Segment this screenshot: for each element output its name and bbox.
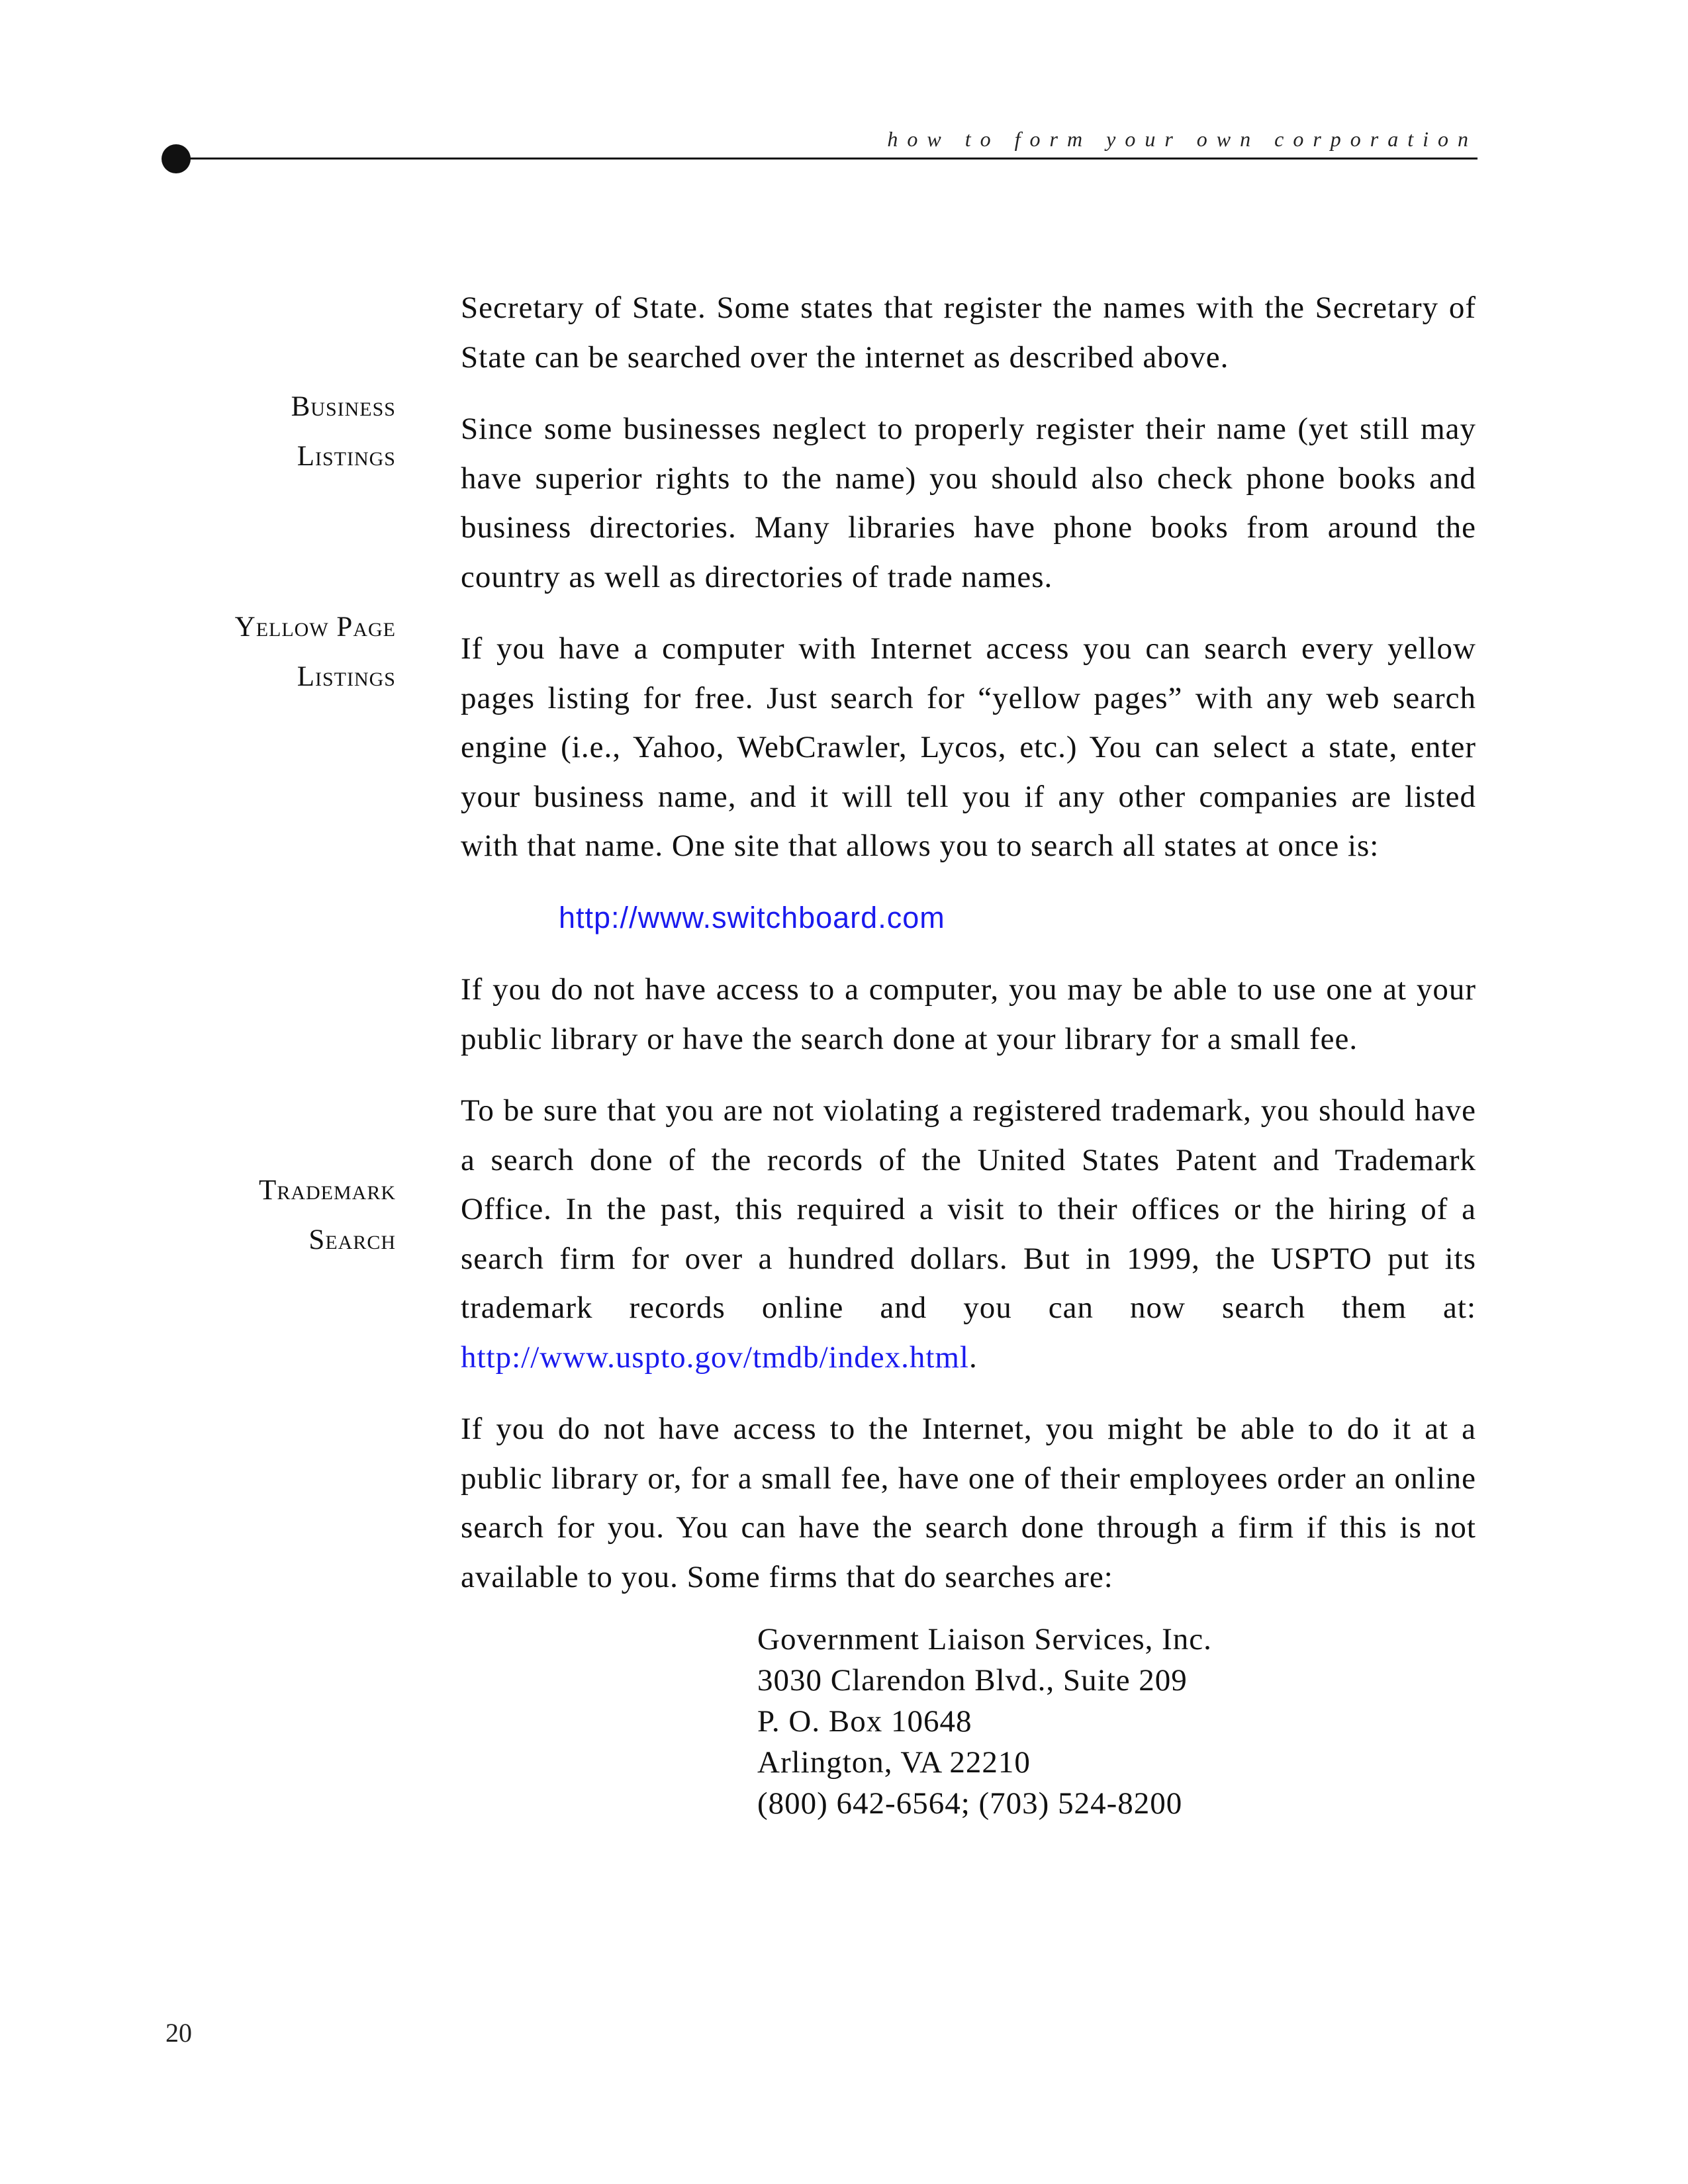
- side-heading-yellow-page-listings: [99, 603, 396, 702]
- header-rule: [176, 158, 1477, 159]
- trademark-search-text: To be sure that you are not violating a registered trademark, you should have a search done of the records of the United States Patent and Trademark Office. In the past, this required a visit to their offices or the hiring of a search firm for over a hundred dollars. But in 1999, the USPTO put its trademark records online and you can now search them at:: [461, 1093, 1476, 1325]
- trademark-search-period: .: [969, 1340, 978, 1375]
- uspto-link[interactable]: http://www.uspto.gov/tmdb/index.html: [461, 1340, 969, 1375]
- paragraph-search-firms: If you do not have access to the Internet, you might be able to do it at a public library or, for a small fee, have one of their employees order an online search for you. You can have the search done through a firm if this is not available to you. Some firms that do searches are:: [461, 1412, 1476, 1594]
- address-line: (800) 642-6564; (703) 524-8200: [757, 1786, 1183, 1821]
- address-line: 3030 Clarendon Blvd., Suite 209: [757, 1663, 1188, 1698]
- paragraph-business-listings: Since some businesses neglect to properly register their name (yet still may have superior rights to the name) you should also check phone books and business directories. Many libraries have phone books from around the country as well as directories of trade names.: [461, 412, 1476, 594]
- side-heading-line: Trademark: [259, 1175, 396, 1206]
- paragraph-trademark-search: [461, 1086, 1476, 1382]
- address-line: Arlington, VA 22210: [757, 1745, 1031, 1780]
- address-line: Government Liaison Services, Inc.: [757, 1622, 1212, 1657]
- side-heading-line: Search: [308, 1224, 396, 1255]
- firm-address-block: [757, 1619, 1476, 1824]
- paragraph-yellow-pages: If you have a computer with Internet access you can search every yellow pages listing for free. Just search for “yellow pages” with any web search engine (i.e., Yahoo, WebCrawler, Lycos, etc.) You can select a state, enter your business name, and it will tell you if any other companies are listed with that name. One site that allows you to search all states at once is:: [461, 631, 1476, 863]
- side-heading-trademark-search: [99, 1166, 396, 1265]
- page-number: 20: [165, 2018, 192, 2048]
- switchboard-link[interactable]: http://www.switchboard.com: [559, 900, 945, 934]
- body-column: [461, 283, 1476, 1824]
- side-heading-line: Listings: [297, 660, 396, 692]
- side-heading-line: Listings: [297, 440, 396, 472]
- side-heading-line: Business: [291, 391, 396, 422]
- side-heading-line: Yellow Page: [234, 612, 396, 643]
- paragraph-secretary-of-state: Secretary of State. Some states that register the names with the Secretary of State can be searched over the internet as described above.: [461, 291, 1476, 375]
- side-heading-business-listings: [99, 383, 396, 481]
- address-line: P. O. Box 10648: [757, 1704, 972, 1739]
- header-dot: [162, 144, 191, 173]
- paragraph-library-access: If you do not have access to a computer, you may be able to use one at your public library or have the search done at your library for a small fee.: [461, 972, 1476, 1056]
- running-head: how to form your own corporation: [887, 127, 1477, 151]
